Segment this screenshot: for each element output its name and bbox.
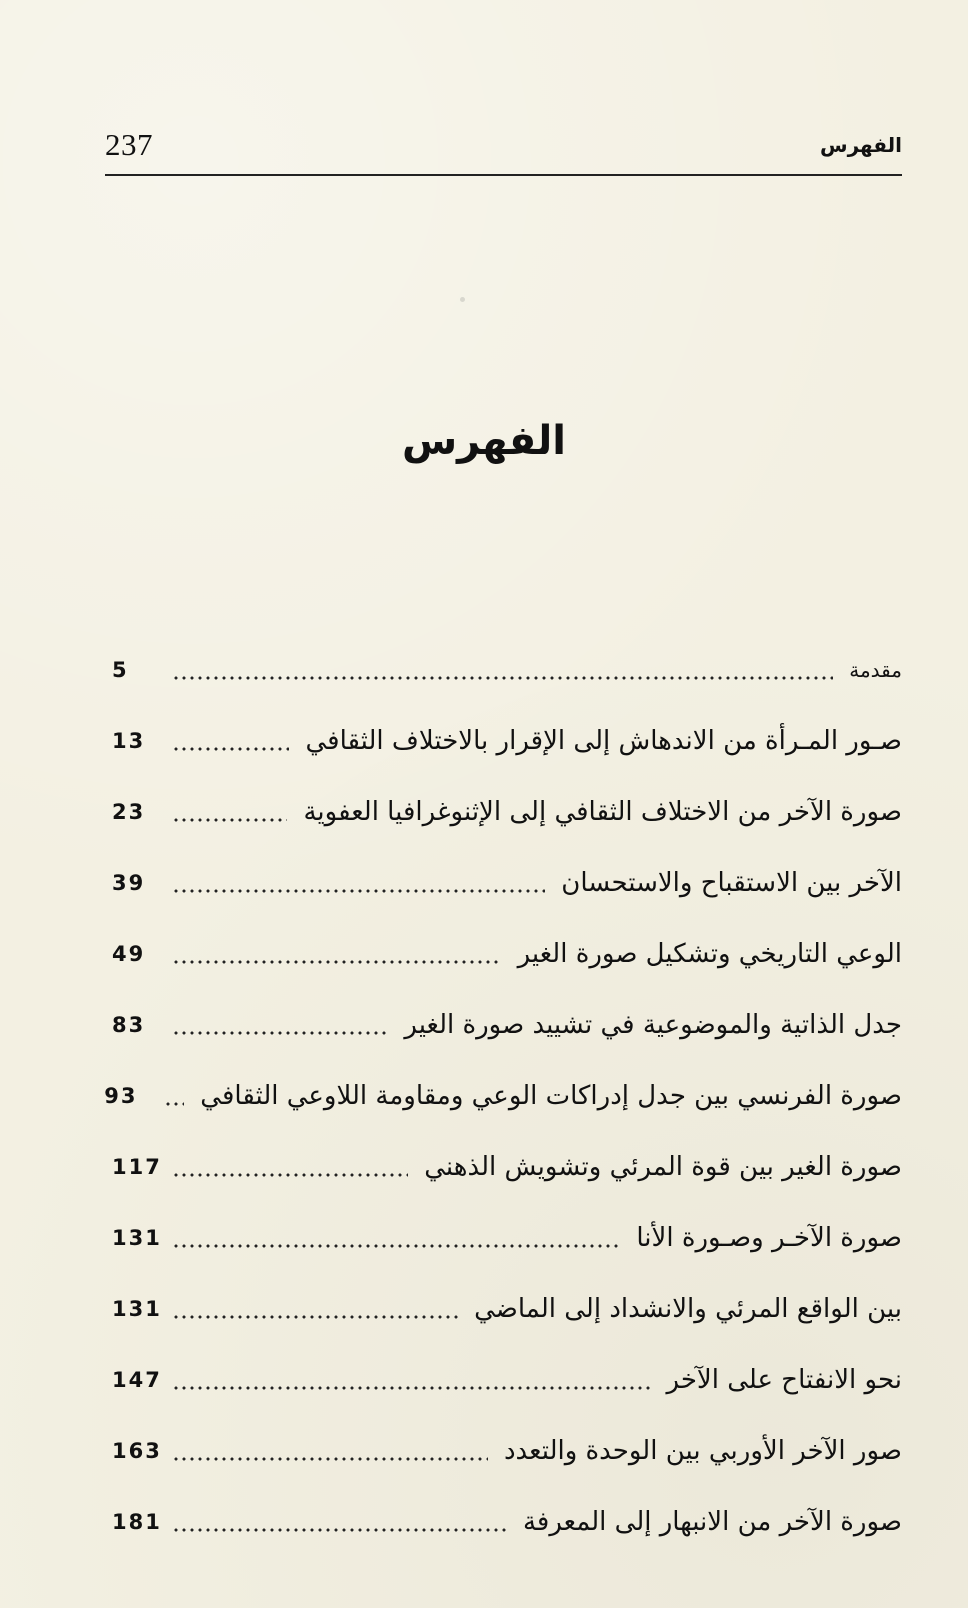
dot-leader bbox=[172, 1386, 651, 1390]
toc-page-number: 131 bbox=[112, 1225, 162, 1250]
dot-leader bbox=[172, 1315, 458, 1319]
toc-entry-label: صـور المـرأة من الاندهاش إلى الإقرار بالاختلاف الثقافي bbox=[305, 725, 902, 756]
toc-row bbox=[112, 918, 902, 989]
toc-row bbox=[112, 776, 902, 847]
toc-page-number: 5 bbox=[112, 657, 129, 682]
running-header bbox=[105, 126, 902, 176]
toc-entry-label: صورة الآخر من الاختلاف الثقافي إلى الإثنوغرافيا العفوية bbox=[303, 796, 902, 827]
toc-page-number: 147 bbox=[112, 1367, 162, 1392]
toc-row bbox=[112, 705, 902, 776]
toc-row bbox=[104, 1060, 902, 1131]
page-title: الفهرس bbox=[401, 418, 566, 464]
toc-row bbox=[112, 989, 902, 1060]
running-title: الفهرس bbox=[819, 133, 902, 157]
toc-page-number: 23 bbox=[112, 799, 146, 824]
toc-row bbox=[112, 1131, 902, 1202]
table-of-contents bbox=[104, 634, 902, 1557]
dot-leader bbox=[172, 676, 833, 680]
toc-row bbox=[112, 847, 902, 918]
toc-page-number: 131 bbox=[112, 1296, 162, 1321]
toc-row bbox=[112, 1202, 902, 1273]
toc-entry-label: بين الواقع المرئي والانشداد إلى الماضي bbox=[474, 1293, 902, 1324]
toc-page-number: 13 bbox=[112, 728, 146, 753]
dot-leader bbox=[172, 1173, 408, 1177]
toc-row bbox=[112, 1415, 902, 1486]
toc-entry-label: الآخر بين الاستقباح والاستحسان bbox=[561, 867, 902, 898]
toc-entry-label: صورة الآخـر وصـورة الأنا bbox=[636, 1222, 902, 1253]
toc-entry-label: الوعي التاريخي وتشكيل صورة الغير bbox=[517, 938, 902, 969]
dot-leader bbox=[164, 1102, 184, 1106]
toc-page-number: 117 bbox=[112, 1154, 162, 1179]
toc-entry-label: نحو الانفتاح على الآخر bbox=[666, 1364, 902, 1395]
page-number: 237 bbox=[105, 127, 153, 162]
toc-row bbox=[112, 1486, 902, 1557]
toc-entry-label: صورة الفرنسي بين جدل إدراكات الوعي ومقاومة اللاوعي الثقافي bbox=[200, 1080, 902, 1111]
dot-leader bbox=[172, 960, 502, 964]
toc-row bbox=[112, 1273, 902, 1344]
toc-entry-label: جدل الذاتية والموضوعية في تشييد صورة الغير bbox=[404, 1009, 902, 1040]
dot-leader bbox=[172, 889, 545, 893]
dot-leader bbox=[172, 1244, 620, 1248]
paper-speck bbox=[460, 297, 465, 302]
toc-page-number: 181 bbox=[112, 1509, 162, 1534]
toc-page-number: 93 bbox=[104, 1083, 138, 1108]
toc-page-number: 163 bbox=[112, 1438, 162, 1463]
toc-page-number: 83 bbox=[112, 1012, 146, 1037]
toc-entry-label: مقدمة bbox=[849, 657, 902, 682]
toc-page-number: 39 bbox=[112, 870, 146, 895]
toc-row bbox=[112, 1344, 902, 1415]
dot-leader bbox=[172, 1031, 388, 1035]
toc-row bbox=[112, 634, 902, 705]
dot-leader bbox=[172, 1457, 488, 1461]
toc-page-number: 49 bbox=[112, 941, 146, 966]
dot-leader bbox=[172, 818, 287, 822]
toc-entry-label: صور الآخر الأوربي بين الوحدة والتعدد bbox=[503, 1435, 902, 1466]
toc-entry-label: صورة الغير بين قوة المرئي وتشويش الذهني bbox=[424, 1151, 902, 1182]
dot-leader bbox=[172, 1528, 507, 1532]
dot-leader bbox=[172, 747, 289, 751]
toc-entry-label: صورة الآخر من الانبهار إلى المعرفة bbox=[522, 1506, 902, 1537]
